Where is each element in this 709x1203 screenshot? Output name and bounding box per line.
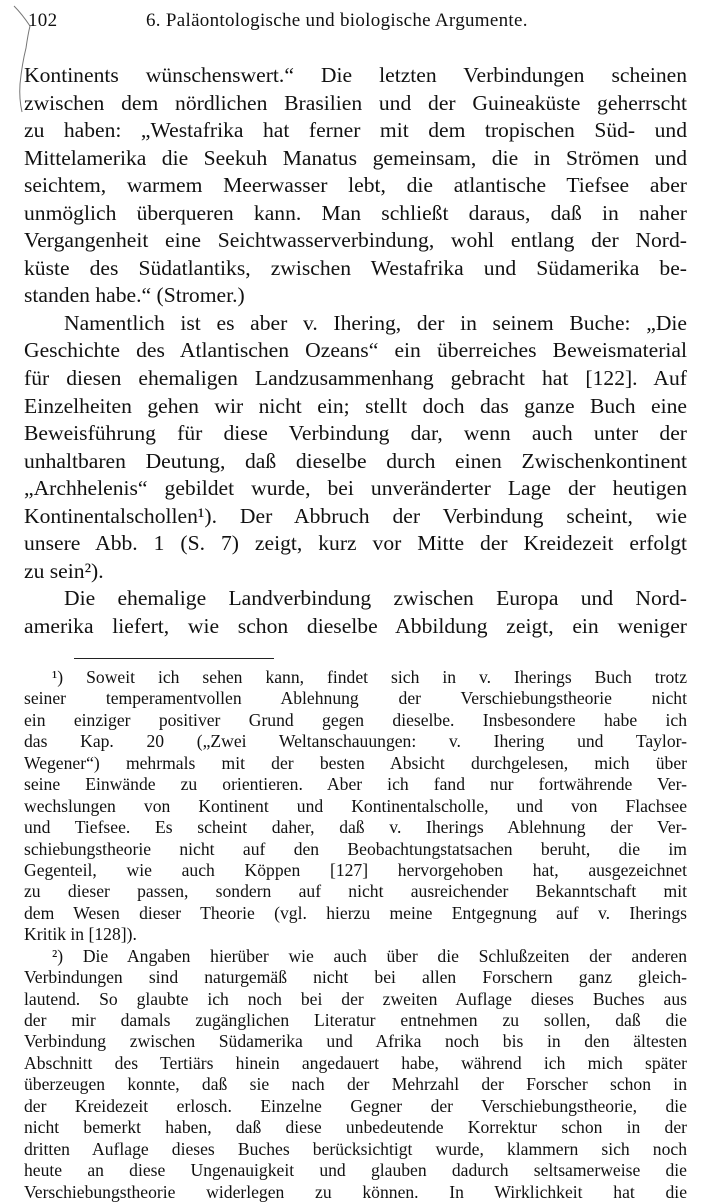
text-line: Einzelheiten gehen wir nicht ein; stellt doch das ganze Buch eine	[24, 393, 687, 418]
footnote-line: überzeugen konnte, daß sie nach der Mehrzahl der Forscher schon in	[24, 1074, 687, 1095]
text-line: Kontinents wünschenswert.“ Die letzten Verbindungen scheinen	[24, 63, 687, 87]
text-line: Beweisführung für diese Verbindung dar, wenn auch unter der	[24, 421, 687, 446]
running-head: 6. Paläontologische und biologische Argumente.	[146, 10, 528, 31]
text-line: zu haben: „Westafrika hat ferner mit dem tropischen Süd- und	[24, 118, 687, 143]
footnote-line: wechslungen von Kontinent und Kontinentalscholle, und von Flachsee	[24, 795, 687, 816]
footnote-line: nicht bemerkt haben, daß diese unbedeutende Korrektur schon in der	[24, 1117, 687, 1138]
text-line: küste des Südatlantiks, zwischen Westafrika und Südamerika be-	[24, 255, 687, 280]
text-line: amerika liefert, wie schon dieselbe Abbildung zeigt, ein weniger	[24, 613, 687, 638]
text-line: „Archhelenis“ gebildet wurde, bei unveränderter Lage der heutigen	[24, 476, 687, 501]
footnote-line: seine Einwände zu orientieren. Aber ich fand nur fortwährende Ver-	[24, 774, 687, 795]
footnote-line: lautend. So glaubte ich noch bei der zweiten Auflage dieses Buches aus	[24, 988, 687, 1009]
text-line: Mittelamerika die Seekuh Manatus gemeinsam, die in Strömen und	[24, 145, 687, 170]
footnote-line: Gegenteil, wie auch Köppen [127] hervorgehoben hat, ausgezeichnet	[24, 859, 687, 880]
text-line: Die ehemalige Landverbindung zwischen Europa und Nord-	[64, 586, 687, 611]
footnote-line: ¹) Soweit ich sehen kann, findet sich in v. Iherings Buch trotz	[52, 667, 687, 687]
footnote-line: der mir damals zugänglichen Literatur entnehmen zu sollen, daß die	[24, 1010, 687, 1030]
footnote-line: Verbindungen sind naturgemäß nicht bei allen Forschern ganz gleich-	[24, 967, 687, 988]
footnote-line: ²) Die Angaben hierüber wie auch über die Schlußzeiten der anderen	[52, 945, 687, 966]
text-line: zwischen dem nördlichen Brasilien und der Guineaküste geherrscht	[24, 90, 687, 115]
footnote-line: dem Wesen dieser Theorie (vgl. hierzu meine Entgegnung auf v. Iherings	[24, 902, 687, 923]
footnote-line: Wegener“) mehrmals mit der besten Absicht durchgelesen, mich über	[24, 752, 687, 773]
footnote-line: dritten Auflage dieses Buches berücksichtigt wurde, klammern sich noch	[24, 1138, 687, 1159]
page-number: 102	[28, 10, 58, 31]
main-text	[24, 62, 687, 640]
text-line: Kontinentalschollen¹). Der Abbruch der Verbindung scheint, wie	[24, 503, 687, 528]
text-line: seichtem, warmem Meerwasser lebt, die atlantische Tiefsee aber	[24, 173, 687, 198]
footnote-line: heute an diese Ungenauigkeit und glauben dadurch seltsamerweise die	[24, 1160, 687, 1181]
footnote-line: ein einziger positiver Grund gegen dieselbe. Insbesondere habe ich	[24, 709, 687, 730]
text-line: Geschichte des Atlantischen Ozeans“ ein überreiches Beweismaterial	[24, 338, 687, 363]
text-line: unmöglich überqueren kann. Man schließt daraus, daß in naher	[24, 200, 687, 225]
footnote-line: Verbindung zwischen Südamerika und Afrika noch bis in den ältesten	[24, 1031, 687, 1052]
footnote-line: Kritik in [128]).	[24, 924, 137, 945]
text-line: für diesen ehemaligen Landzusammenhang gebracht hat [122]. Auf	[24, 366, 687, 391]
footnotes	[24, 667, 687, 1203]
footnote-line: und Tiefsee. Es scheint daher, daß v. Iherings Ablehnung der Ver-	[24, 817, 687, 838]
text-line: Vergangenheit eine Seichtwasserverbindung, wohl entlang der Nord-	[24, 228, 687, 253]
footnote-line: seiner temperamentvollen Ablehnung der Verschiebungstheorie nicht	[24, 688, 687, 709]
footnote-divider	[74, 658, 274, 659]
footnote-line: schiebungstheorie nicht auf den Beobachtungstatsachen beruht, die im	[24, 838, 687, 859]
text-line: standen habe.“ (Stromer.)	[24, 283, 245, 308]
footnote-line: zu dieser passen, sondern auf nicht ausreichender Bekanntschaft mit	[24, 881, 687, 902]
footnote-line: das Kap. 20 („Zwei Weltanschauungen: v. Ihering und Taylor-	[24, 731, 687, 752]
page-header	[28, 10, 687, 40]
text-line: Namentlich ist es aber v. Ihering, der in seinem Buche: „Die	[64, 310, 687, 335]
text-line: unhaltbaren Deutung, daß dieselbe durch einen Zwischenkontinent	[24, 448, 687, 473]
text-line: zu sein²).	[24, 558, 104, 583]
footnote-line: der Kreidezeit erlosch. Einzelne Gegner der Verschiebungstheorie, die	[24, 1095, 687, 1116]
footnote-line: Abschnitt des Tertiärs hinein angedauert habe, während ich mich später	[24, 1052, 687, 1073]
footnote-line: Verschiebungstheorie widerlegen zu können. In Wirklichkeit hat die	[24, 1181, 687, 1202]
text-line: unsere Abb. 1 (S. 7) zeigt, kurz vor Mitte der Kreidezeit erfolgt	[24, 531, 687, 556]
